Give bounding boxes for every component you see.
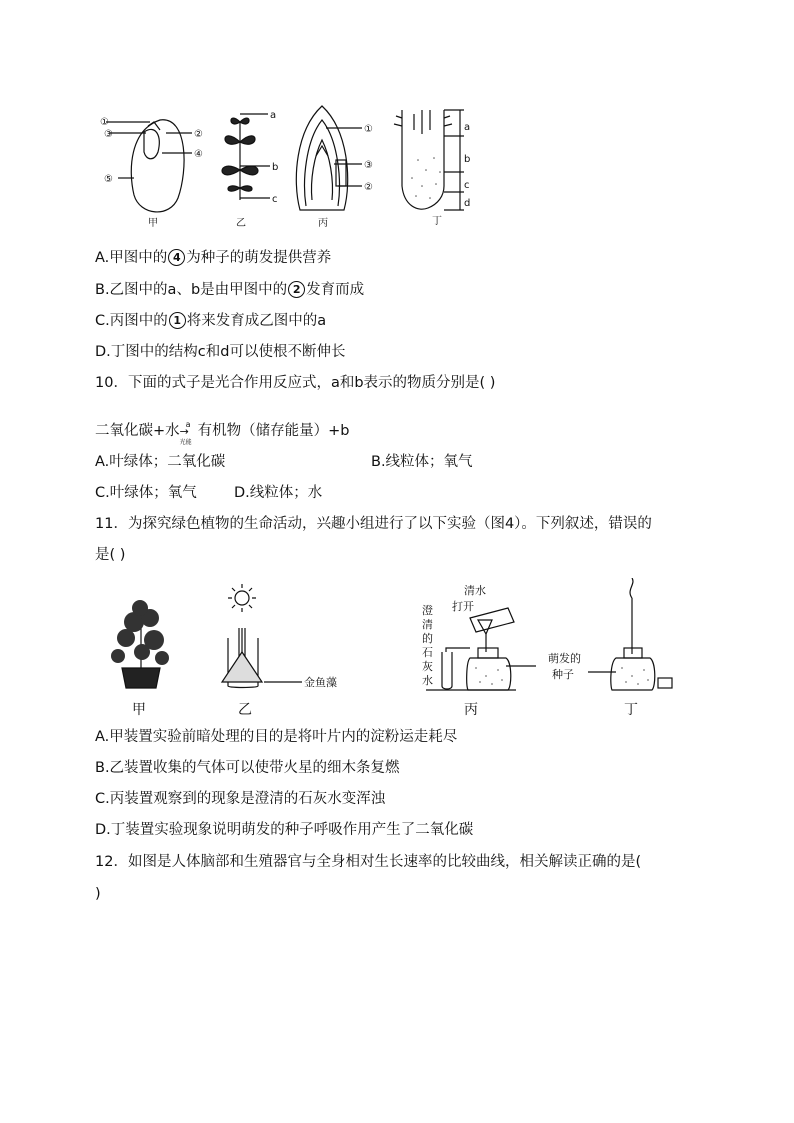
- label-root-b: b: [464, 154, 471, 165]
- label-limewater-6: 水: [422, 674, 433, 687]
- q10-equation: [95, 420, 350, 446]
- eq-reactants: 二氧化碳+水: [95, 423, 180, 439]
- label-germinating-seeds-2: 种子: [552, 668, 574, 681]
- label-c5: ⑤: [104, 174, 113, 185]
- circled-number: 4: [168, 249, 185, 266]
- caption-bing: 丙: [464, 702, 478, 718]
- q10-option-a: A.叶绿体；二氧化碳: [95, 454, 226, 470]
- q11-option-b: B.乙装置收集的气体可以使带火星的细木条复燃: [95, 760, 400, 776]
- caption-ding: 丁: [432, 216, 442, 227]
- q11-option-d: D.丁装置实验现象说明萌发的种子呼吸作用产生了二氧化碳: [95, 822, 474, 838]
- label-limewater-2: 清: [422, 618, 433, 631]
- figure-plant-structures: [100, 100, 480, 230]
- caption-jia: 甲: [132, 702, 146, 718]
- label-limewater-1: 澄: [422, 604, 433, 617]
- q9-option-a: [95, 248, 331, 268]
- label-limewater-5: 灰: [422, 660, 433, 673]
- q10-stem: 10．下面的式子是光合作用反应式，a和b表示的物质分别是( ): [95, 375, 496, 391]
- label-root-a: a: [464, 122, 471, 133]
- label-open: 打开: [452, 600, 474, 613]
- q9-option-d: D.丁图中的结构c和d可以使根不断伸长: [95, 344, 346, 360]
- label-limewater-4: 石: [422, 646, 433, 659]
- eq-products: 有机物（储存能量）+b: [197, 423, 350, 439]
- eq-condition: 光能: [179, 439, 192, 446]
- circled-number: 1: [169, 312, 186, 329]
- label-bud-c3: ③: [364, 160, 373, 171]
- arrow-icon: →: [179, 425, 189, 438]
- label-clear-water: 清水: [464, 584, 486, 597]
- q9-option-c: [95, 311, 326, 331]
- q11-stem-line2: 是( ): [95, 547, 126, 563]
- q9-b-post: 发育而成: [306, 282, 365, 298]
- q11-stem-line1: 11．为探究绿色植物的生命活动，兴趣小组进行了以下实验（图4）。下列叙述，错误的: [95, 516, 652, 532]
- q9-c-post: 将来发育成乙图中的a: [186, 313, 327, 329]
- label-bud-c1: ①: [364, 124, 373, 135]
- label-root-c: c: [464, 180, 470, 191]
- label-root-d: d: [464, 198, 471, 209]
- label-c1: ①: [100, 117, 109, 128]
- q12-stem-line2: ): [95, 886, 101, 902]
- q9-c-pre: C.丙图中的: [95, 313, 168, 329]
- label-c3: ③: [104, 129, 113, 140]
- caption-ding: 丁: [624, 702, 638, 718]
- caption-bing: 丙: [318, 218, 328, 229]
- q11-option-a: A.甲装置实验前暗处理的目的是将叶片内的淀粉运走耗尽: [95, 729, 458, 745]
- caption-yi: 乙: [238, 702, 252, 718]
- q9-a-pre: A.甲图中的: [95, 250, 168, 266]
- eq-a: a: [185, 420, 191, 429]
- caption-jia: 甲: [148, 218, 158, 229]
- label-c4: ④: [194, 149, 203, 160]
- q10-option-c: C.叶绿体；氧气: [95, 485, 197, 501]
- q12-stem-line1: 12．如图是人体脑部和生殖器官与全身相对生长速率的比较曲线，相关解读正确的是(: [95, 854, 642, 870]
- q10-option-b: B.线粒体；氧气: [371, 454, 473, 470]
- label-b: b: [272, 162, 279, 173]
- q9-b-pre: B.乙图中的a、b是由甲图中的: [95, 282, 288, 298]
- q9-a-post: 为种子的萌发提供营养: [186, 250, 332, 266]
- reaction-arrow: [179, 420, 198, 446]
- q10-option-d: D.线粒体；水: [234, 485, 323, 501]
- q11-option-c: C.丙装置观察到的现象是澄清的石灰水变浑浊: [95, 791, 386, 807]
- q9-option-b: [95, 280, 364, 300]
- label-germinating-seeds-1: 萌发的: [548, 652, 581, 665]
- label-limewater-3: 的: [422, 632, 433, 645]
- caption-yi: 乙: [236, 218, 246, 229]
- circled-number: 2: [288, 281, 305, 298]
- label-c2: ②: [194, 129, 203, 140]
- figure-4-experiments: [96, 578, 696, 720]
- label-a: a: [270, 110, 277, 121]
- label-c: c: [272, 194, 278, 205]
- label-bud-c2: ②: [364, 182, 373, 193]
- label-goldfish-weed: 金鱼藻: [304, 676, 337, 689]
